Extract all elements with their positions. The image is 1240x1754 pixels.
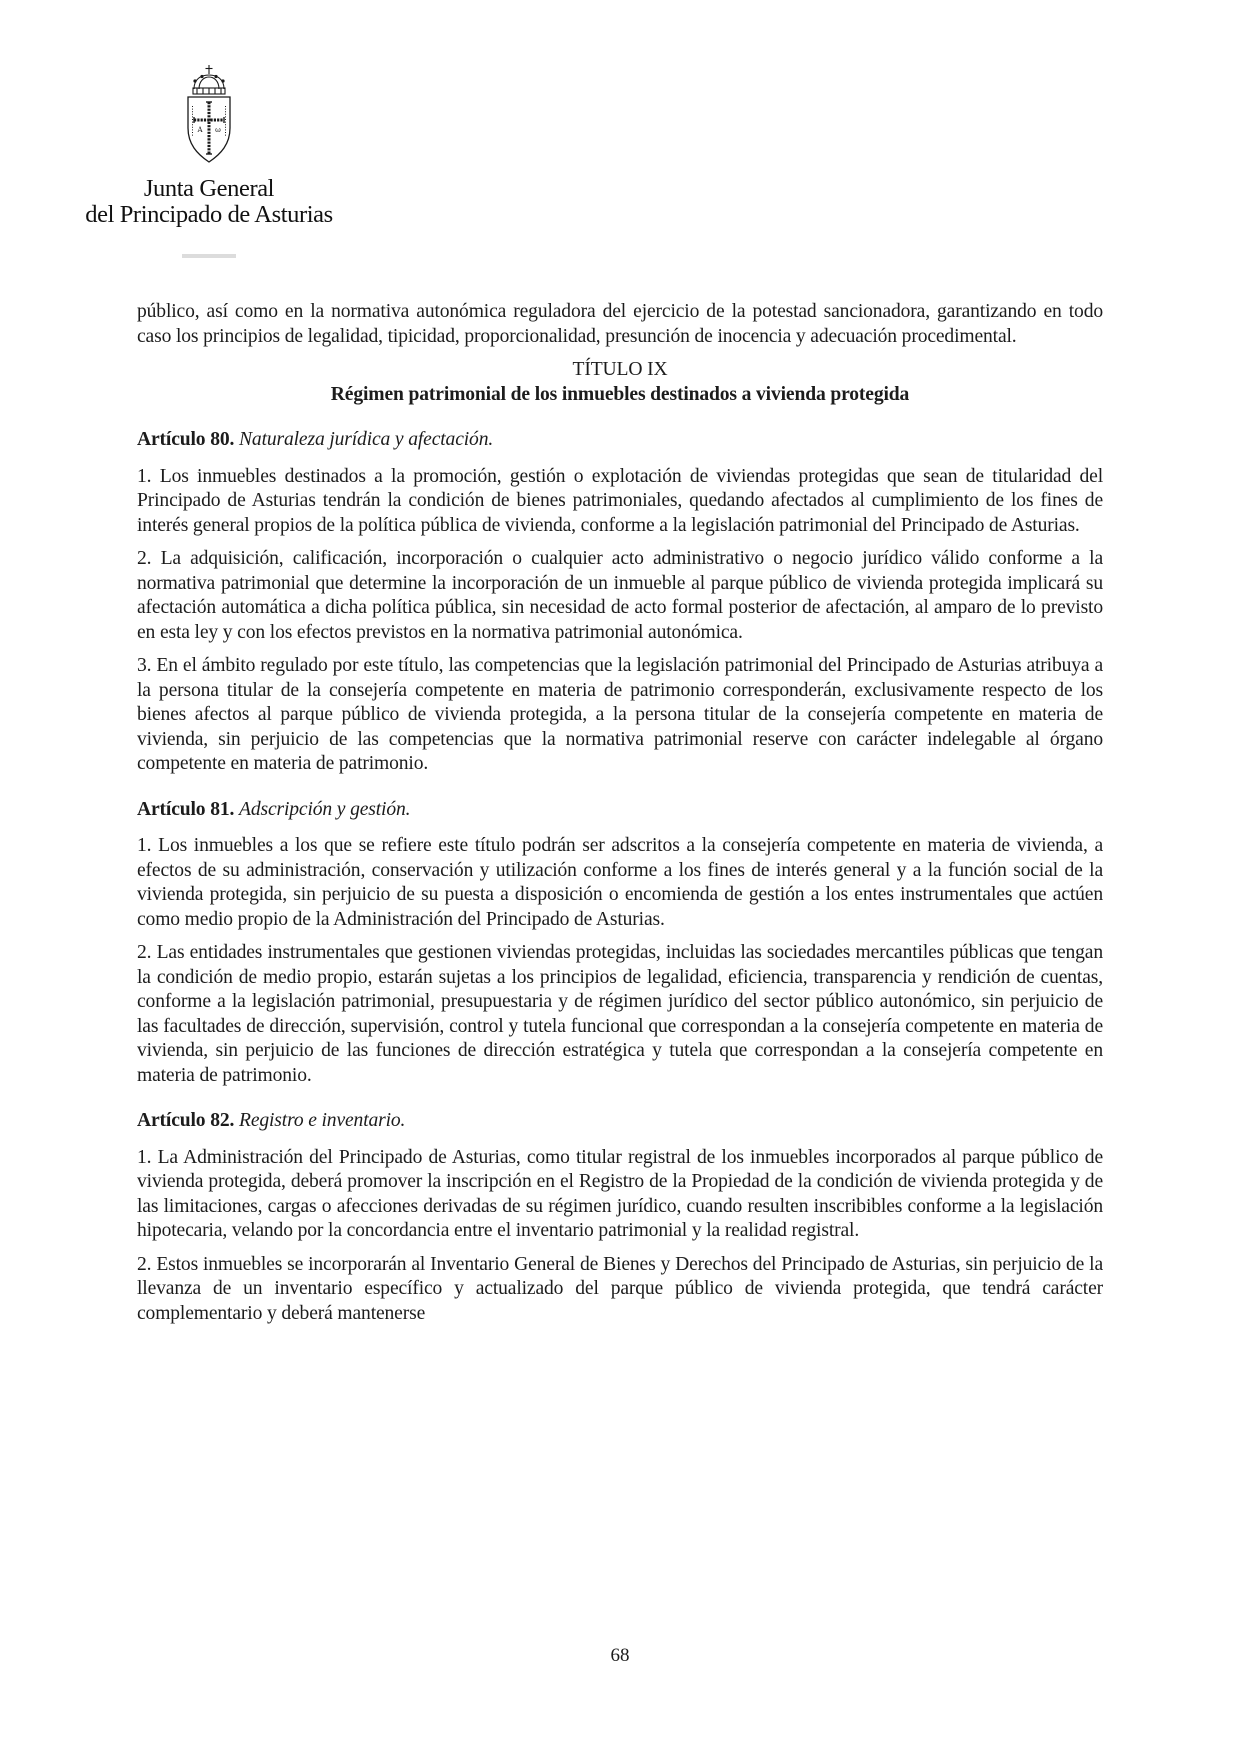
body-paragraph: 2. La adquisición, calificación, incorporación o cualquier acto administrativo o negocio jurídico válido conforme a la normativa patrimonial que determine la incorporación de un inmueble al parque público de vivienda protegida implicará su afectación automática a dicha política pública, sin necesidad de acto formal posterior de afectación, al amparo de lo previsto en esta ley y con los efectos previstos en la normativa patrimonial autonómica.	[137, 548, 1103, 643]
body-paragraph: 1. La Administración del Principado de Asturias, como titular registral de los inmuebles incorporados al parque público de vivienda protegida, deberá promover la inscripción en el Registro de la Propiedad de la condición de vivienda protegida y de las limitaciones, cargas o afecciones derivadas de su régimen jurídico, cuando resulten inscribibles conforme a la legislación hipotecaria, velando por la concordancia entre el inventario patrimonial y la realidad registral.	[137, 1146, 1103, 1241]
title-subheading: Régimen patrimonial de los inmuebles destinados a vivienda protegida	[330, 383, 910, 405]
page-footer	[0, 1645, 1240, 1667]
body-paragraph: 1. Los inmuebles a los que se refiere este título podrán ser adscritos a la consejería competente en materia de vivienda, a efectos de su administración, conservación y utilización conforme a los fines de interés general y a la función social de la vivienda protegida, sin perjuicio de su puesta a disposición o encomienda de gestión a los entes instrumentales que actúen como medio propio de la Administración del Principado de Asturias.	[137, 835, 1103, 930]
body-paragraph: 1. Los inmuebles destinados a la promoción, gestión o explotación de viviendas protegidas que sean de titularidad del Principado de Asturias tendrán la condición de bienes patrimoniales, quedando afectados al cumplimiento de los fines de interés general propios de la política pública de vivienda, conforme a la legislación patrimonial del Principado de Asturias.	[137, 465, 1103, 536]
article-heading	[137, 798, 1103, 823]
body-paragraph: 2. Estos inmuebles se incorporarán al Inventario General de Bienes y Derechos del Principado de Asturias, sin perjuicio de la llevanza de un inventario específico y actualizado del parque público de vivienda protegida, que tendrá carácter complementario y deberá mantenerse	[137, 1253, 1103, 1324]
org-name-line1: Junta General	[143, 175, 275, 202]
article-title: Naturaleza jurídica y afectación.	[239, 429, 494, 450]
document-body	[137, 300, 1103, 1335]
page-number: 68	[610, 1645, 630, 1666]
body-paragraph: 3. En el ámbito regulado por este título, las competencias que la legislación patrimonial del Principado de Asturias atribuya a la persona titular de la consejería competente en materia de patrimonio corresponderán, exclusivamente respecto de los bienes afectos al parque público de vivienda protegida, a la persona titular de la consejería competente en materia de vivienda, sin perjuicio de las competencias que la normativa patrimonial reserve con carácter indelegable al órgano competente en materia de patrimonio.	[137, 655, 1103, 774]
letterhead	[69, 64, 349, 258]
body-paragraph: 2. Las entidades instrumentales que gestionen viviendas protegidas, incluidas las sociedades mercantiles públicas que tengan la condición de medio propio, estarán sujetas a los principios de legalidad, eficiencia, transparencia y rendición de cuentas, conforme a la legislación patrimonial, presupuestaria y de régimen jurídico del sector público autonómico, sin perjuicio de las facultades de dirección, supervisión, control y tutela funcional que correspondan a la consejería competente en materia de vivienda, sin perjuicio de las funciones de dirección estratégica y tutela que correspondan a la consejería competente en materia de patrimonio.	[137, 942, 1103, 1086]
article-title: Registro e inventario.	[239, 1110, 406, 1131]
asturias-coat-of-arms-icon	[181, 64, 237, 166]
header-divider	[182, 254, 236, 258]
article-number: Artículo 80.	[137, 429, 239, 450]
article-heading	[137, 428, 1103, 453]
svg-text:ω: ω	[215, 126, 221, 134]
article-title: Adscripción y gestión.	[239, 798, 411, 820]
org-name-line2: del Principado de Asturias	[85, 201, 333, 228]
article-heading	[137, 1109, 1103, 1134]
svg-text:A: A	[197, 126, 203, 134]
title-heading: TÍTULO IX	[572, 359, 668, 380]
article-number: Artículo 81.	[137, 798, 239, 820]
article-number: Artículo 82.	[137, 1110, 239, 1131]
body-paragraph: público, así como en la normativa autonómica reguladora del ejercicio de la potestad sancionadora, garantizando en todo caso los principios de legalidad, tipicidad, proporcionalidad, presunción de inocencia y adecuación procedimental.	[137, 301, 1103, 347]
